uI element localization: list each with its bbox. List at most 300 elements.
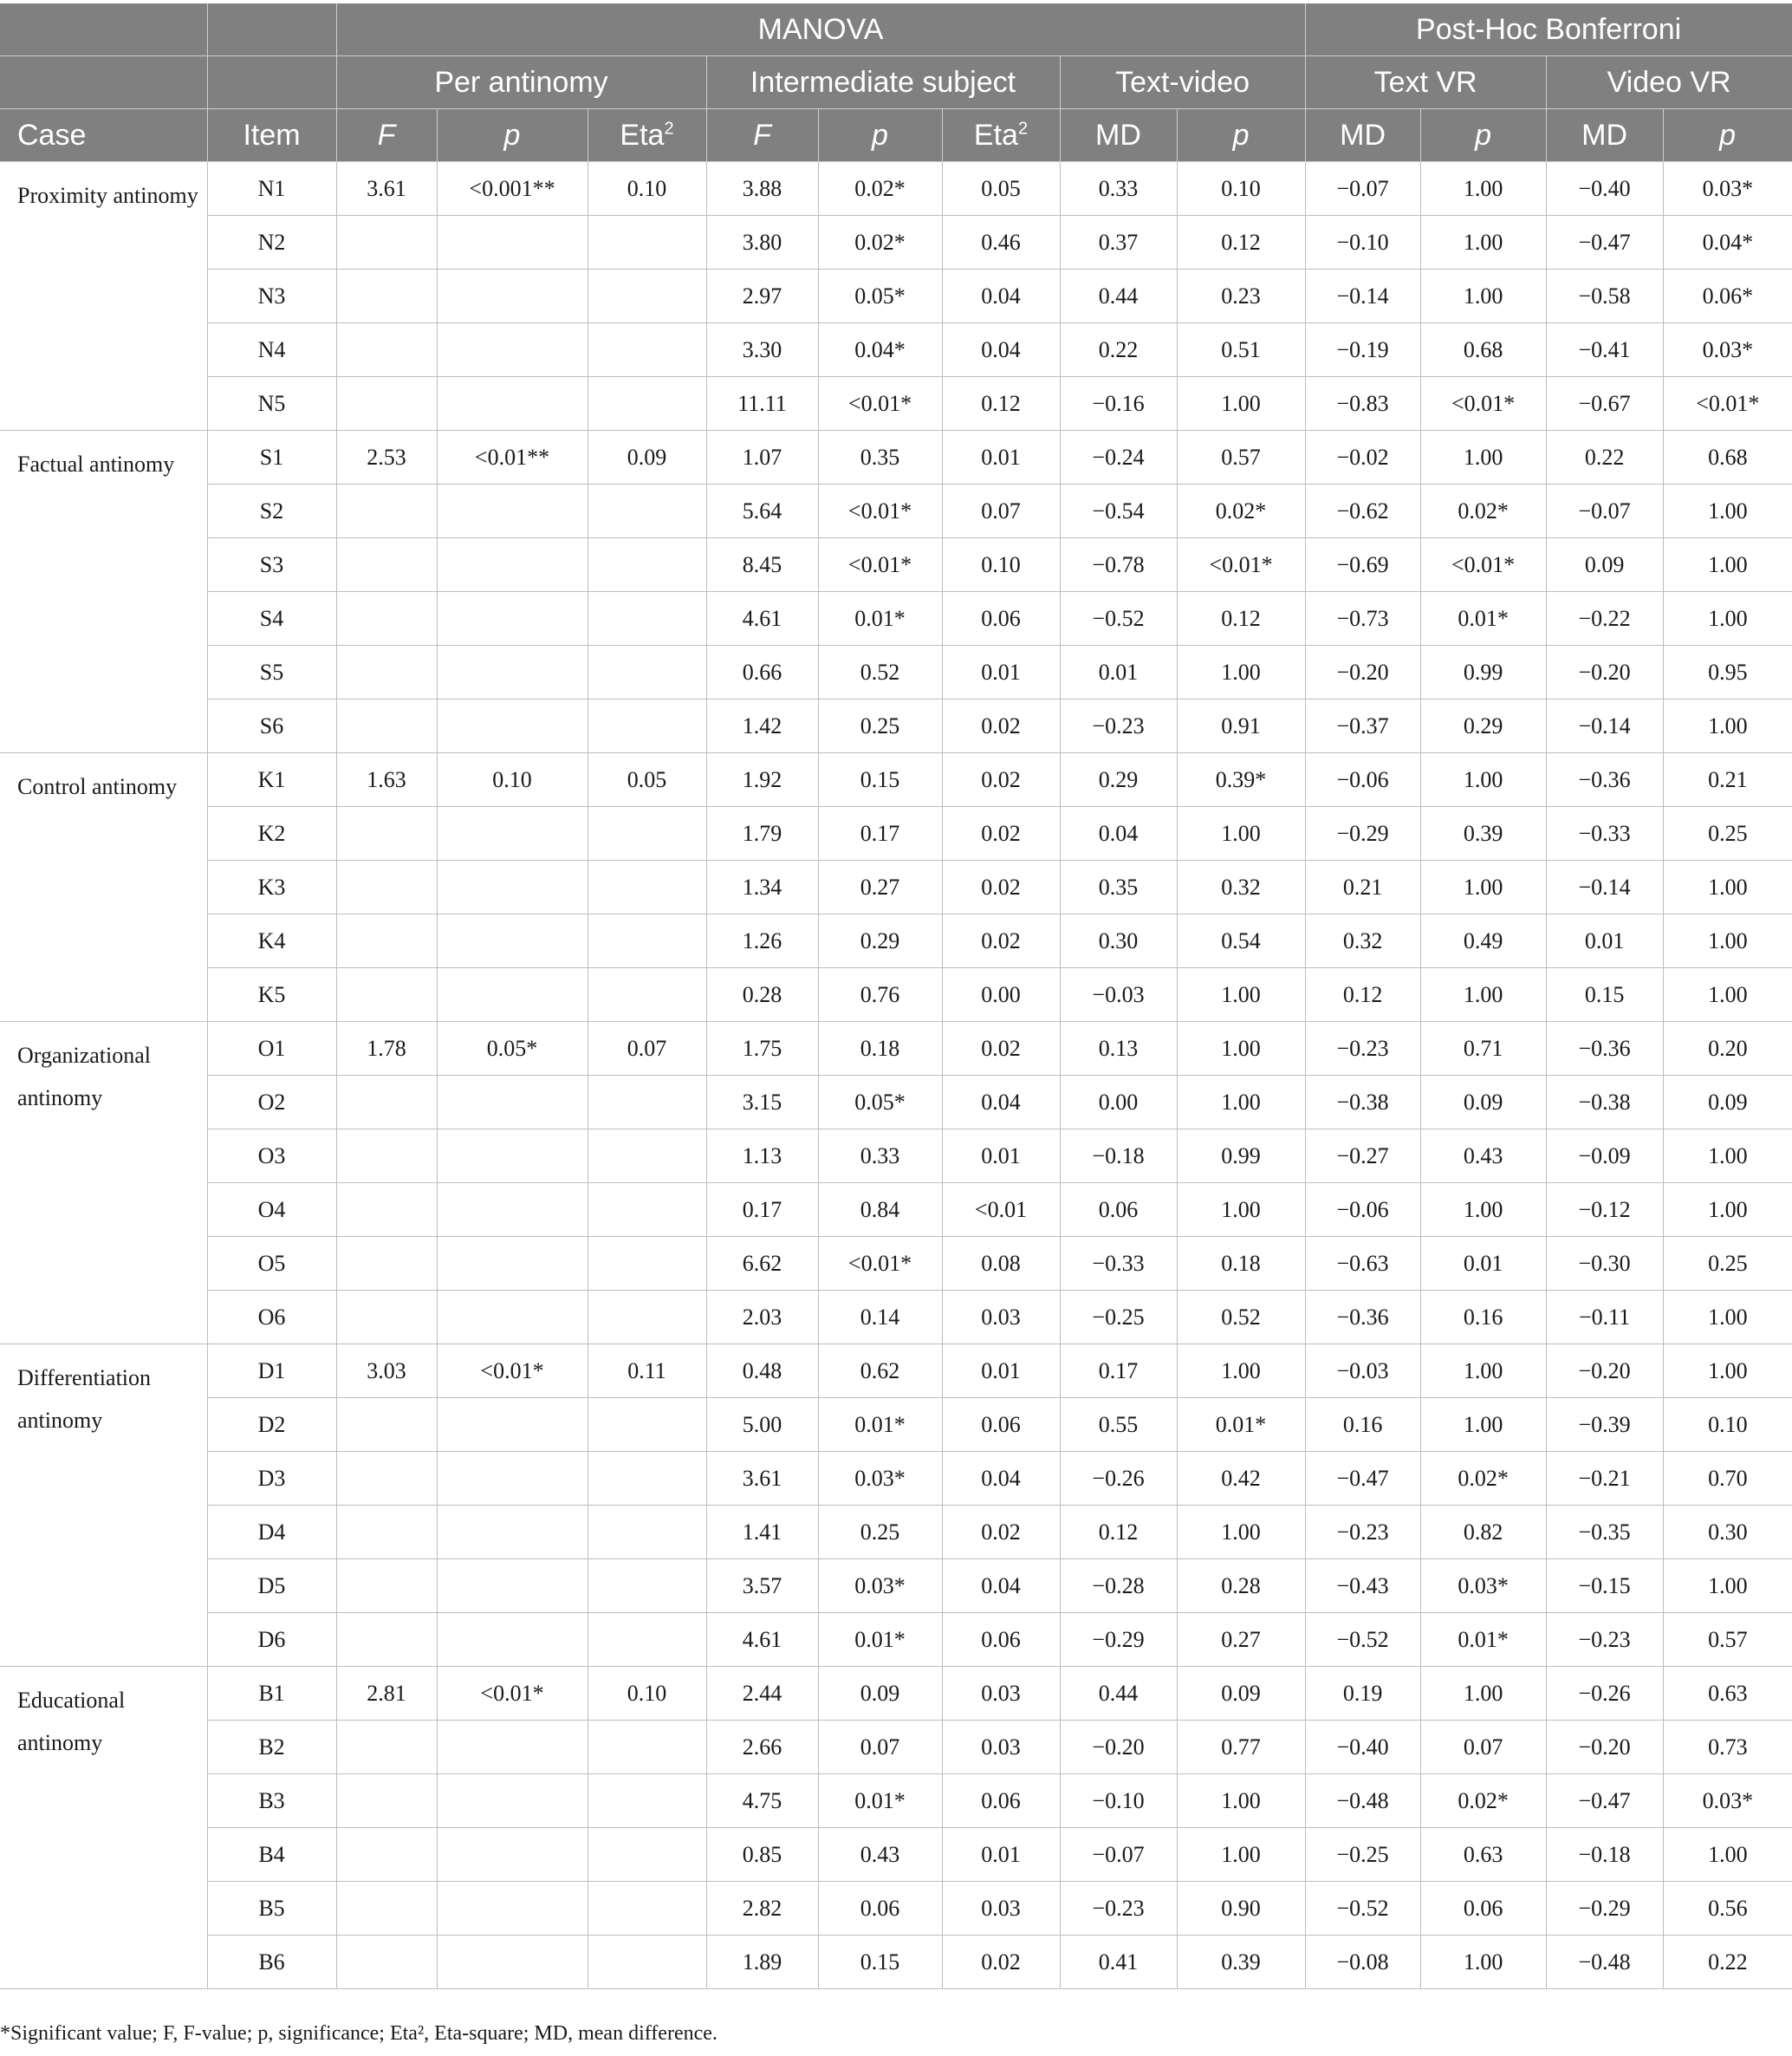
table-row bbox=[0, 538, 1792, 592]
header-manova: MANOVA bbox=[336, 3, 1305, 56]
per-antinomy-p bbox=[437, 1452, 588, 1506]
text-video-p: 1.00 bbox=[1177, 1022, 1305, 1076]
header-f-per: F bbox=[336, 109, 437, 162]
per-antinomy-f bbox=[336, 1237, 437, 1291]
video-vr-p: 1.00 bbox=[1663, 592, 1792, 646]
inter-eta: 0.05 bbox=[942, 162, 1060, 216]
text-video-p: 0.09 bbox=[1177, 1667, 1305, 1721]
inter-f: 1.92 bbox=[706, 753, 818, 807]
text-vr-p: 0.06 bbox=[1420, 1882, 1546, 1936]
inter-eta: 0.08 bbox=[942, 1237, 1060, 1291]
text-vr-p: 0.07 bbox=[1420, 1721, 1546, 1774]
text-vr-md: −0.25 bbox=[1305, 1828, 1420, 1882]
table-row bbox=[0, 431, 1792, 485]
per-antinomy-eta bbox=[588, 592, 706, 646]
video-vr-p: 0.03* bbox=[1663, 1774, 1792, 1828]
per-antinomy-p bbox=[437, 699, 588, 753]
header-row-3 bbox=[0, 109, 1792, 162]
table-row bbox=[0, 861, 1792, 914]
text-video-md: −0.54 bbox=[1060, 485, 1177, 538]
item-code: D6 bbox=[207, 1613, 336, 1667]
inter-p: 0.52 bbox=[818, 646, 942, 699]
inter-p: 0.02* bbox=[818, 162, 942, 216]
text-vr-p: <0.01* bbox=[1420, 377, 1546, 431]
item-code: B5 bbox=[207, 1882, 336, 1936]
header-row-1 bbox=[0, 3, 1792, 56]
item-code: S5 bbox=[207, 646, 336, 699]
item-code: B4 bbox=[207, 1828, 336, 1882]
inter-eta: 0.02 bbox=[942, 753, 1060, 807]
table-row bbox=[0, 1721, 1792, 1774]
per-antinomy-p bbox=[437, 1129, 588, 1183]
inter-f: 4.61 bbox=[706, 1613, 818, 1667]
per-antinomy-f bbox=[336, 861, 437, 914]
per-antinomy-p bbox=[437, 538, 588, 592]
text-vr-p: 0.82 bbox=[1420, 1506, 1546, 1559]
inter-p: 0.01* bbox=[818, 1774, 942, 1828]
video-vr-md: −0.47 bbox=[1546, 1774, 1663, 1828]
video-vr-p: 1.00 bbox=[1663, 1828, 1792, 1882]
inter-eta: 0.02 bbox=[942, 914, 1060, 968]
table-row bbox=[0, 162, 1792, 216]
text-video-p: 1.00 bbox=[1177, 1506, 1305, 1559]
text-vr-md: −0.23 bbox=[1305, 1022, 1420, 1076]
text-vr-p: 1.00 bbox=[1420, 216, 1546, 270]
text-vr-p: 1.00 bbox=[1420, 162, 1546, 216]
table-row bbox=[0, 1183, 1792, 1237]
text-video-p: 0.39 bbox=[1177, 1936, 1305, 1989]
video-vr-p: 0.06* bbox=[1663, 270, 1792, 323]
item-code: S1 bbox=[207, 431, 336, 485]
text-video-p: 0.32 bbox=[1177, 861, 1305, 914]
inter-f: 3.61 bbox=[706, 1452, 818, 1506]
header-intermediate-subject: Intermediate subject bbox=[706, 56, 1060, 109]
per-antinomy-f: 2.81 bbox=[336, 1667, 437, 1721]
inter-f: 1.34 bbox=[706, 861, 818, 914]
text-vr-p: 1.00 bbox=[1420, 968, 1546, 1022]
text-vr-md: −0.37 bbox=[1305, 699, 1420, 753]
header-p-tvr: p bbox=[1420, 109, 1546, 162]
item-code: O1 bbox=[207, 1022, 336, 1076]
per-antinomy-eta bbox=[588, 1237, 706, 1291]
inter-f: 1.75 bbox=[706, 1022, 818, 1076]
text-vr-md: −0.10 bbox=[1305, 216, 1420, 270]
header-p-tv: p bbox=[1177, 109, 1305, 162]
per-antinomy-eta bbox=[588, 861, 706, 914]
video-vr-md: −0.22 bbox=[1546, 592, 1663, 646]
inter-f: 1.89 bbox=[706, 1936, 818, 1989]
table-row bbox=[0, 1291, 1792, 1344]
inter-f: 2.97 bbox=[706, 270, 818, 323]
per-antinomy-f bbox=[336, 646, 437, 699]
inter-p: 0.43 bbox=[818, 1828, 942, 1882]
inter-p: 0.18 bbox=[818, 1022, 942, 1076]
text-video-md: 0.55 bbox=[1060, 1398, 1177, 1452]
per-antinomy-eta bbox=[588, 270, 706, 323]
per-antinomy-p bbox=[437, 1828, 588, 1882]
text-video-p: 1.00 bbox=[1177, 646, 1305, 699]
table-row bbox=[0, 1613, 1792, 1667]
video-vr-md: −0.21 bbox=[1546, 1452, 1663, 1506]
item-code: K5 bbox=[207, 968, 336, 1022]
text-video-p: 1.00 bbox=[1177, 807, 1305, 861]
table-row bbox=[0, 377, 1792, 431]
inter-p: 0.07 bbox=[818, 1721, 942, 1774]
text-video-p: 0.28 bbox=[1177, 1559, 1305, 1613]
table-row bbox=[0, 968, 1792, 1022]
item-code: K3 bbox=[207, 861, 336, 914]
per-antinomy-f bbox=[336, 485, 437, 538]
video-vr-md: −0.39 bbox=[1546, 1398, 1663, 1452]
text-vr-md: −0.48 bbox=[1305, 1774, 1420, 1828]
per-antinomy-f: 3.03 bbox=[336, 1344, 437, 1398]
inter-p: <0.01* bbox=[818, 538, 942, 592]
per-antinomy-eta bbox=[588, 1506, 706, 1559]
per-antinomy-eta bbox=[588, 1882, 706, 1936]
inter-p: <0.01* bbox=[818, 485, 942, 538]
inter-eta: 0.02 bbox=[942, 699, 1060, 753]
video-vr-p: 1.00 bbox=[1663, 968, 1792, 1022]
per-antinomy-f bbox=[336, 699, 437, 753]
per-antinomy-f bbox=[336, 1828, 437, 1882]
text-video-p: 0.91 bbox=[1177, 699, 1305, 753]
inter-p: 0.06 bbox=[818, 1882, 942, 1936]
inter-p: 0.29 bbox=[818, 914, 942, 968]
table-row bbox=[0, 646, 1792, 699]
table-row bbox=[0, 699, 1792, 753]
table-row bbox=[0, 1667, 1792, 1721]
text-vr-md: 0.12 bbox=[1305, 968, 1420, 1022]
video-vr-md: −0.14 bbox=[1546, 861, 1663, 914]
per-antinomy-eta: 0.10 bbox=[588, 1667, 706, 1721]
text-vr-p: 0.63 bbox=[1420, 1828, 1546, 1882]
video-vr-p: 0.95 bbox=[1663, 646, 1792, 699]
text-video-md: 0.41 bbox=[1060, 1936, 1177, 1989]
per-antinomy-p bbox=[437, 1774, 588, 1828]
text-video-md: −0.20 bbox=[1060, 1721, 1177, 1774]
video-vr-p: 1.00 bbox=[1663, 1129, 1792, 1183]
per-antinomy-f bbox=[336, 216, 437, 270]
inter-eta: 0.02 bbox=[942, 861, 1060, 914]
per-antinomy-eta bbox=[588, 1183, 706, 1237]
per-antinomy-p bbox=[437, 377, 588, 431]
header-per-antinomy: Per antinomy bbox=[336, 56, 706, 109]
video-vr-md: −0.11 bbox=[1546, 1291, 1663, 1344]
table-header bbox=[0, 3, 1792, 162]
inter-p: 0.02* bbox=[818, 216, 942, 270]
video-vr-md: −0.33 bbox=[1546, 807, 1663, 861]
inter-f: 2.82 bbox=[706, 1882, 818, 1936]
inter-eta: 0.03 bbox=[942, 1721, 1060, 1774]
item-code: O4 bbox=[207, 1183, 336, 1237]
per-antinomy-eta bbox=[588, 807, 706, 861]
per-antinomy-eta bbox=[588, 377, 706, 431]
inter-p: 0.27 bbox=[818, 861, 942, 914]
inter-eta: 0.04 bbox=[942, 1559, 1060, 1613]
text-vr-p: 0.03* bbox=[1420, 1559, 1546, 1613]
header-text-video: Text-video bbox=[1060, 56, 1305, 109]
case-label: Differentiation antinomy bbox=[0, 1344, 207, 1667]
video-vr-p: 0.21 bbox=[1663, 753, 1792, 807]
text-video-md: 0.13 bbox=[1060, 1022, 1177, 1076]
inter-p: 0.03* bbox=[818, 1559, 942, 1613]
per-antinomy-p bbox=[437, 861, 588, 914]
item-code: B1 bbox=[207, 1667, 336, 1721]
text-vr-p: 0.01 bbox=[1420, 1237, 1546, 1291]
per-antinomy-f bbox=[336, 914, 437, 968]
case-label: Proximity antinomy bbox=[0, 162, 207, 431]
text-vr-p: 0.16 bbox=[1420, 1291, 1546, 1344]
text-video-md: 0.06 bbox=[1060, 1183, 1177, 1237]
per-antinomy-f bbox=[336, 1613, 437, 1667]
inter-eta: 0.04 bbox=[942, 1452, 1060, 1506]
text-video-md: −0.26 bbox=[1060, 1452, 1177, 1506]
text-vr-md: −0.03 bbox=[1305, 1344, 1420, 1398]
video-vr-p: 0.70 bbox=[1663, 1452, 1792, 1506]
text-video-md: −0.29 bbox=[1060, 1613, 1177, 1667]
video-vr-md: −0.18 bbox=[1546, 1828, 1663, 1882]
per-antinomy-p: 0.10 bbox=[437, 753, 588, 807]
table-row bbox=[0, 1076, 1792, 1129]
inter-f: 3.57 bbox=[706, 1559, 818, 1613]
text-video-md: 0.29 bbox=[1060, 753, 1177, 807]
text-video-md: −0.23 bbox=[1060, 699, 1177, 753]
per-antinomy-eta: 0.07 bbox=[588, 1022, 706, 1076]
item-code: O2 bbox=[207, 1076, 336, 1129]
video-vr-p: 0.09 bbox=[1663, 1076, 1792, 1129]
text-video-md: −0.07 bbox=[1060, 1828, 1177, 1882]
inter-p: 0.05* bbox=[818, 1076, 942, 1129]
video-vr-md: −0.15 bbox=[1546, 1559, 1663, 1613]
video-vr-p: 0.57 bbox=[1663, 1613, 1792, 1667]
header-item: Item bbox=[207, 109, 336, 162]
table-row bbox=[0, 1936, 1792, 1989]
text-vr-p: 0.01* bbox=[1420, 1613, 1546, 1667]
header-spacer-item bbox=[207, 3, 336, 56]
inter-p: 0.01* bbox=[818, 592, 942, 646]
per-antinomy-eta: 0.10 bbox=[588, 162, 706, 216]
per-antinomy-eta bbox=[588, 968, 706, 1022]
per-antinomy-p: <0.01* bbox=[437, 1667, 588, 1721]
inter-f: 3.30 bbox=[706, 323, 818, 377]
inter-eta: 0.00 bbox=[942, 968, 1060, 1022]
inter-p: 0.15 bbox=[818, 1936, 942, 1989]
text-vr-md: −0.23 bbox=[1305, 1506, 1420, 1559]
text-vr-md: 0.16 bbox=[1305, 1398, 1420, 1452]
inter-eta: 0.01 bbox=[942, 431, 1060, 485]
per-antinomy-f bbox=[336, 968, 437, 1022]
text-video-md: −0.24 bbox=[1060, 431, 1177, 485]
footnote: *Significant value; F, F-value; p, significance; Eta², Eta-square; MD, mean difference. bbox=[0, 2022, 717, 2045]
inter-p: 0.84 bbox=[818, 1183, 942, 1237]
video-vr-p: 0.03* bbox=[1663, 323, 1792, 377]
text-vr-md: −0.06 bbox=[1305, 753, 1420, 807]
case-label: Organizational antinomy bbox=[0, 1022, 207, 1344]
item-code: N4 bbox=[207, 323, 336, 377]
per-antinomy-eta bbox=[588, 1721, 706, 1774]
text-video-md: 0.00 bbox=[1060, 1076, 1177, 1129]
per-antinomy-f bbox=[336, 807, 437, 861]
item-code: B3 bbox=[207, 1774, 336, 1828]
text-vr-md: 0.21 bbox=[1305, 861, 1420, 914]
inter-f: 2.03 bbox=[706, 1291, 818, 1344]
video-vr-p: 0.03* bbox=[1663, 162, 1792, 216]
inter-f: 3.80 bbox=[706, 216, 818, 270]
per-antinomy-p bbox=[437, 1506, 588, 1559]
inter-eta: 0.02 bbox=[942, 1506, 1060, 1559]
item-code: S2 bbox=[207, 485, 336, 538]
per-antinomy-f bbox=[336, 1559, 437, 1613]
inter-f: 0.85 bbox=[706, 1828, 818, 1882]
per-antinomy-f bbox=[336, 1398, 437, 1452]
per-antinomy-f bbox=[336, 1882, 437, 1936]
text-vr-md: −0.38 bbox=[1305, 1076, 1420, 1129]
text-video-md: 0.04 bbox=[1060, 807, 1177, 861]
text-video-md: 0.35 bbox=[1060, 861, 1177, 914]
text-video-p: 0.01* bbox=[1177, 1398, 1305, 1452]
inter-f: 2.66 bbox=[706, 1721, 818, 1774]
text-video-p: 0.42 bbox=[1177, 1452, 1305, 1506]
video-vr-p: 0.73 bbox=[1663, 1721, 1792, 1774]
text-vr-md: −0.14 bbox=[1305, 270, 1420, 323]
text-video-md: 0.12 bbox=[1060, 1506, 1177, 1559]
text-video-p: 0.99 bbox=[1177, 1129, 1305, 1183]
item-code: B2 bbox=[207, 1721, 336, 1774]
text-video-p: 0.23 bbox=[1177, 270, 1305, 323]
table-row bbox=[0, 1559, 1792, 1613]
table-row bbox=[0, 485, 1792, 538]
video-vr-md: −0.40 bbox=[1546, 162, 1663, 216]
text-video-md: −0.25 bbox=[1060, 1291, 1177, 1344]
per-antinomy-p: <0.001** bbox=[437, 162, 588, 216]
text-video-p: 0.52 bbox=[1177, 1291, 1305, 1344]
inter-f: 4.61 bbox=[706, 592, 818, 646]
inter-p: 0.01* bbox=[818, 1398, 942, 1452]
video-vr-p: 1.00 bbox=[1663, 538, 1792, 592]
text-video-md: −0.16 bbox=[1060, 377, 1177, 431]
inter-eta: 0.04 bbox=[942, 1076, 1060, 1129]
text-video-p: 0.54 bbox=[1177, 914, 1305, 968]
video-vr-p: 0.04* bbox=[1663, 216, 1792, 270]
video-vr-p: 0.56 bbox=[1663, 1882, 1792, 1936]
table-row bbox=[0, 1344, 1792, 1398]
video-vr-md: 0.01 bbox=[1546, 914, 1663, 968]
table-row bbox=[0, 1882, 1792, 1936]
inter-eta: 0.01 bbox=[942, 1129, 1060, 1183]
inter-eta: 0.06 bbox=[942, 1613, 1060, 1667]
text-vr-p: 1.00 bbox=[1420, 431, 1546, 485]
text-video-md: 0.01 bbox=[1060, 646, 1177, 699]
text-vr-p: 1.00 bbox=[1420, 1183, 1546, 1237]
video-vr-p: 1.00 bbox=[1663, 485, 1792, 538]
per-antinomy-p bbox=[437, 1882, 588, 1936]
inter-f: 0.17 bbox=[706, 1183, 818, 1237]
video-vr-md: −0.29 bbox=[1546, 1882, 1663, 1936]
text-vr-p: 1.00 bbox=[1420, 1667, 1546, 1721]
video-vr-md: −0.23 bbox=[1546, 1613, 1663, 1667]
video-vr-p: 0.25 bbox=[1663, 807, 1792, 861]
text-video-p: 0.39* bbox=[1177, 753, 1305, 807]
table-row bbox=[0, 1129, 1792, 1183]
inter-f: 3.15 bbox=[706, 1076, 818, 1129]
text-vr-md: −0.02 bbox=[1305, 431, 1420, 485]
table-row bbox=[0, 270, 1792, 323]
table-row bbox=[0, 807, 1792, 861]
header-p-inter: p bbox=[818, 109, 942, 162]
inter-eta: 0.01 bbox=[942, 1344, 1060, 1398]
per-antinomy-f bbox=[336, 1721, 437, 1774]
text-video-p: 1.00 bbox=[1177, 377, 1305, 431]
per-antinomy-f bbox=[336, 538, 437, 592]
text-vr-md: −0.73 bbox=[1305, 592, 1420, 646]
header-spacer-item-2 bbox=[207, 56, 336, 109]
text-vr-md: −0.47 bbox=[1305, 1452, 1420, 1506]
inter-f: 1.13 bbox=[706, 1129, 818, 1183]
video-vr-md: −0.36 bbox=[1546, 753, 1663, 807]
per-antinomy-eta bbox=[588, 485, 706, 538]
text-vr-p: 0.09 bbox=[1420, 1076, 1546, 1129]
per-antinomy-f bbox=[336, 1452, 437, 1506]
header-md-tvr: MD bbox=[1305, 109, 1420, 162]
per-antinomy-p bbox=[437, 592, 588, 646]
text-video-md: 0.37 bbox=[1060, 216, 1177, 270]
table-row bbox=[0, 1237, 1792, 1291]
inter-eta: 0.03 bbox=[942, 1291, 1060, 1344]
per-antinomy-f: 3.61 bbox=[336, 162, 437, 216]
video-vr-p: 1.00 bbox=[1663, 699, 1792, 753]
item-code: S4 bbox=[207, 592, 336, 646]
per-antinomy-p bbox=[437, 914, 588, 968]
inter-f: 0.28 bbox=[706, 968, 818, 1022]
text-video-md: −0.52 bbox=[1060, 592, 1177, 646]
text-video-md: −0.03 bbox=[1060, 968, 1177, 1022]
video-vr-p: 1.00 bbox=[1663, 861, 1792, 914]
video-vr-md: −0.48 bbox=[1546, 1936, 1663, 1989]
text-video-md: −0.33 bbox=[1060, 1237, 1177, 1291]
text-vr-md: 0.19 bbox=[1305, 1667, 1420, 1721]
per-antinomy-f bbox=[336, 323, 437, 377]
video-vr-p: 1.00 bbox=[1663, 1183, 1792, 1237]
text-video-p: 0.02* bbox=[1177, 485, 1305, 538]
per-antinomy-f: 1.63 bbox=[336, 753, 437, 807]
inter-eta: 0.04 bbox=[942, 270, 1060, 323]
text-video-p: 0.77 bbox=[1177, 1721, 1305, 1774]
video-vr-p: 0.63 bbox=[1663, 1667, 1792, 1721]
video-vr-md: −0.14 bbox=[1546, 699, 1663, 753]
inter-eta: 0.04 bbox=[942, 323, 1060, 377]
case-label: Control antinomy bbox=[0, 753, 207, 1022]
per-antinomy-p bbox=[437, 216, 588, 270]
video-vr-p: <0.01* bbox=[1663, 377, 1792, 431]
video-vr-p: 1.00 bbox=[1663, 1559, 1792, 1613]
inter-f: 8.45 bbox=[706, 538, 818, 592]
video-vr-md: −0.38 bbox=[1546, 1076, 1663, 1129]
text-video-p: <0.01* bbox=[1177, 538, 1305, 592]
header-md-vvr: MD bbox=[1546, 109, 1663, 162]
item-code: D5 bbox=[207, 1559, 336, 1613]
text-video-p: 0.57 bbox=[1177, 431, 1305, 485]
video-vr-md: −0.20 bbox=[1546, 1721, 1663, 1774]
inter-p: 0.33 bbox=[818, 1129, 942, 1183]
text-vr-md: −0.83 bbox=[1305, 377, 1420, 431]
per-antinomy-eta bbox=[588, 216, 706, 270]
text-video-md: −0.28 bbox=[1060, 1559, 1177, 1613]
video-vr-md: −0.41 bbox=[1546, 323, 1663, 377]
item-code: D1 bbox=[207, 1344, 336, 1398]
text-vr-p: 1.00 bbox=[1420, 1398, 1546, 1452]
inter-p: 0.62 bbox=[818, 1344, 942, 1398]
video-vr-p: 0.68 bbox=[1663, 431, 1792, 485]
